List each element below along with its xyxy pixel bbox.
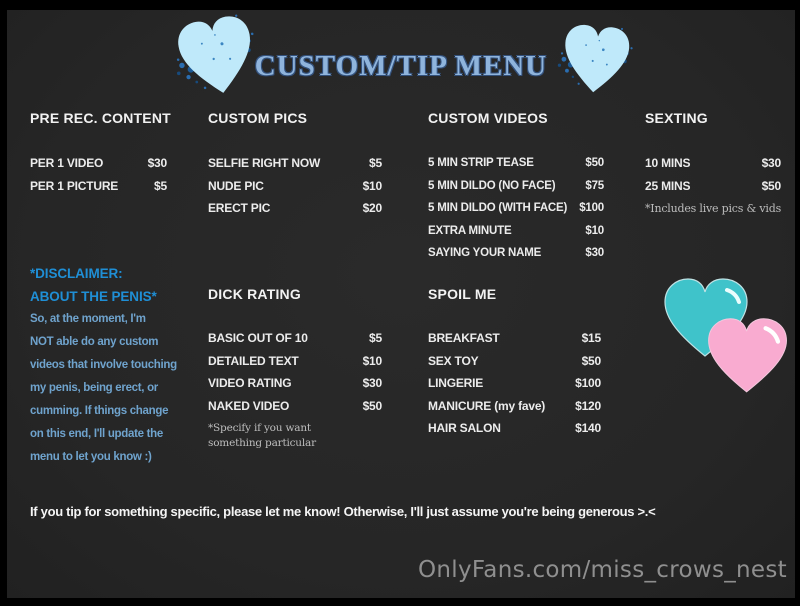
disclaimer (30, 262, 200, 469)
page-title: CUSTOM/TIP MENU (254, 50, 548, 82)
section-custom-pics (208, 110, 382, 220)
section-heading: CUSTOM VIDEOS (428, 110, 548, 126)
price-row (208, 197, 382, 220)
section-spoil-me (428, 286, 601, 440)
sexting-footnote: *Includes live pics & vids (645, 202, 782, 215)
item-label: MANICURE (my fave) (428, 398, 546, 413)
price-row (428, 350, 601, 373)
section-heading: CUSTOM PICS (208, 110, 308, 126)
item-price: $75 (585, 179, 604, 192)
section-custom-videos (428, 110, 604, 265)
item-price: $10 (362, 353, 382, 368)
dick-rating-footnote: *Specify if you want something particular (208, 422, 316, 449)
price-row (428, 242, 604, 265)
item-label: 25 MINS (645, 178, 691, 193)
section-pre-rec-content (30, 110, 171, 197)
disclaimer-heading-line2: ABOUT THE PENIS* (30, 289, 157, 304)
price-row (208, 372, 382, 395)
section-sexting (645, 110, 781, 217)
item-price: $20 (362, 201, 382, 216)
item-label: LINGERIE (428, 376, 484, 391)
item-price: $30 (147, 156, 167, 171)
item-label: 5 MIN DILDO (WITH FACE) (428, 202, 568, 215)
price-row (428, 175, 604, 198)
price-row (645, 152, 781, 175)
item-label: VIDEO RATING (208, 376, 292, 391)
price-list (208, 327, 382, 417)
price-row (428, 327, 601, 350)
price-row (428, 220, 604, 243)
item-label: PER 1 PICTURE (30, 178, 119, 193)
item-price: $100 (575, 376, 601, 391)
item-label: 10 MINS (645, 156, 691, 171)
teal-pink-hearts-icon (643, 268, 793, 408)
heart-icon (553, 17, 640, 104)
item-price: $50 (581, 353, 601, 368)
price-list (645, 152, 781, 197)
disclaimer-line: NOT able do any custom (30, 336, 159, 348)
item-label: EXTRA MINUTE (428, 224, 512, 237)
disclaimer-line: my penis, being erect, or (30, 382, 158, 394)
section-heading: PRE REC. CONTENT (30, 110, 171, 126)
price-row (208, 395, 382, 418)
price-list (428, 152, 604, 265)
disclaimer-line: on this end, I'll update the (30, 428, 163, 440)
item-label: NUDE PIC (208, 178, 264, 193)
item-price: $50 (585, 157, 604, 170)
price-row (30, 152, 167, 175)
item-label: SEX TOY (428, 353, 479, 368)
item-label: 5 MIN STRIP TEASE (428, 157, 534, 170)
item-price: $10 (585, 224, 604, 237)
price-row (208, 152, 382, 175)
section-heading: SPOIL ME (428, 286, 497, 302)
item-label: BREAKFAST (428, 331, 500, 346)
menu-card (7, 10, 795, 598)
item-price: $10 (362, 178, 382, 193)
item-price: $30 (761, 156, 781, 171)
price-row (645, 175, 781, 198)
item-price: $50 (761, 178, 781, 193)
price-row (428, 372, 601, 395)
item-label: PER 1 VIDEO (30, 156, 104, 171)
disclaimer-line: menu to let you know :) (30, 451, 152, 463)
price-list (30, 152, 167, 197)
item-label: DETAILED TEXT (208, 353, 299, 368)
price-row (428, 197, 604, 220)
price-list (208, 152, 382, 220)
item-label: 5 MIN DILDO (NO FACE) (428, 179, 556, 192)
price-row (428, 395, 601, 418)
item-label: NAKED VIDEO (208, 398, 290, 413)
price-row (208, 327, 382, 350)
price-list (428, 327, 601, 440)
item-label: BASIC OUT OF 10 (208, 331, 308, 346)
disclaimer-line: cumming. If things change (30, 405, 169, 417)
price-row (208, 175, 382, 198)
disclaimer-line: videos that involve touching (30, 359, 177, 371)
item-price: $30 (585, 247, 604, 260)
item-price: $100 (579, 202, 604, 215)
item-price: $140 (575, 421, 601, 436)
item-label: SELFIE RIGHT NOW (208, 156, 321, 171)
price-row (428, 152, 604, 175)
item-label: ERECT PIC (208, 201, 271, 216)
price-row (208, 350, 382, 373)
item-price: $15 (581, 331, 601, 346)
item-price: $5 (369, 156, 382, 171)
price-row (428, 417, 601, 440)
item-price: $30 (362, 376, 382, 391)
disclaimer-line: So, at the moment, I'm (30, 313, 146, 325)
item-label: SAYING YOUR NAME (428, 247, 542, 260)
disclaimer-heading-line1: *DISCLAIMER: (30, 266, 123, 281)
watermark: OnlyFans.com/miss_crows_nest (418, 557, 787, 583)
disclaimer-body (30, 308, 200, 469)
item-price: $50 (362, 398, 382, 413)
section-dick-rating (208, 286, 382, 450)
footer-note: If you tip for something specific, please let me know! Otherwise, I'll just assume you're being generous >.< (30, 504, 656, 519)
item-price: $120 (575, 398, 601, 413)
price-row (30, 175, 167, 198)
section-heading: SEXTING (645, 110, 708, 126)
item-label: HAIR SALON (428, 421, 501, 436)
section-heading: DICK RATING (208, 286, 301, 302)
item-price: $5 (369, 331, 382, 346)
item-price: $5 (154, 178, 167, 193)
